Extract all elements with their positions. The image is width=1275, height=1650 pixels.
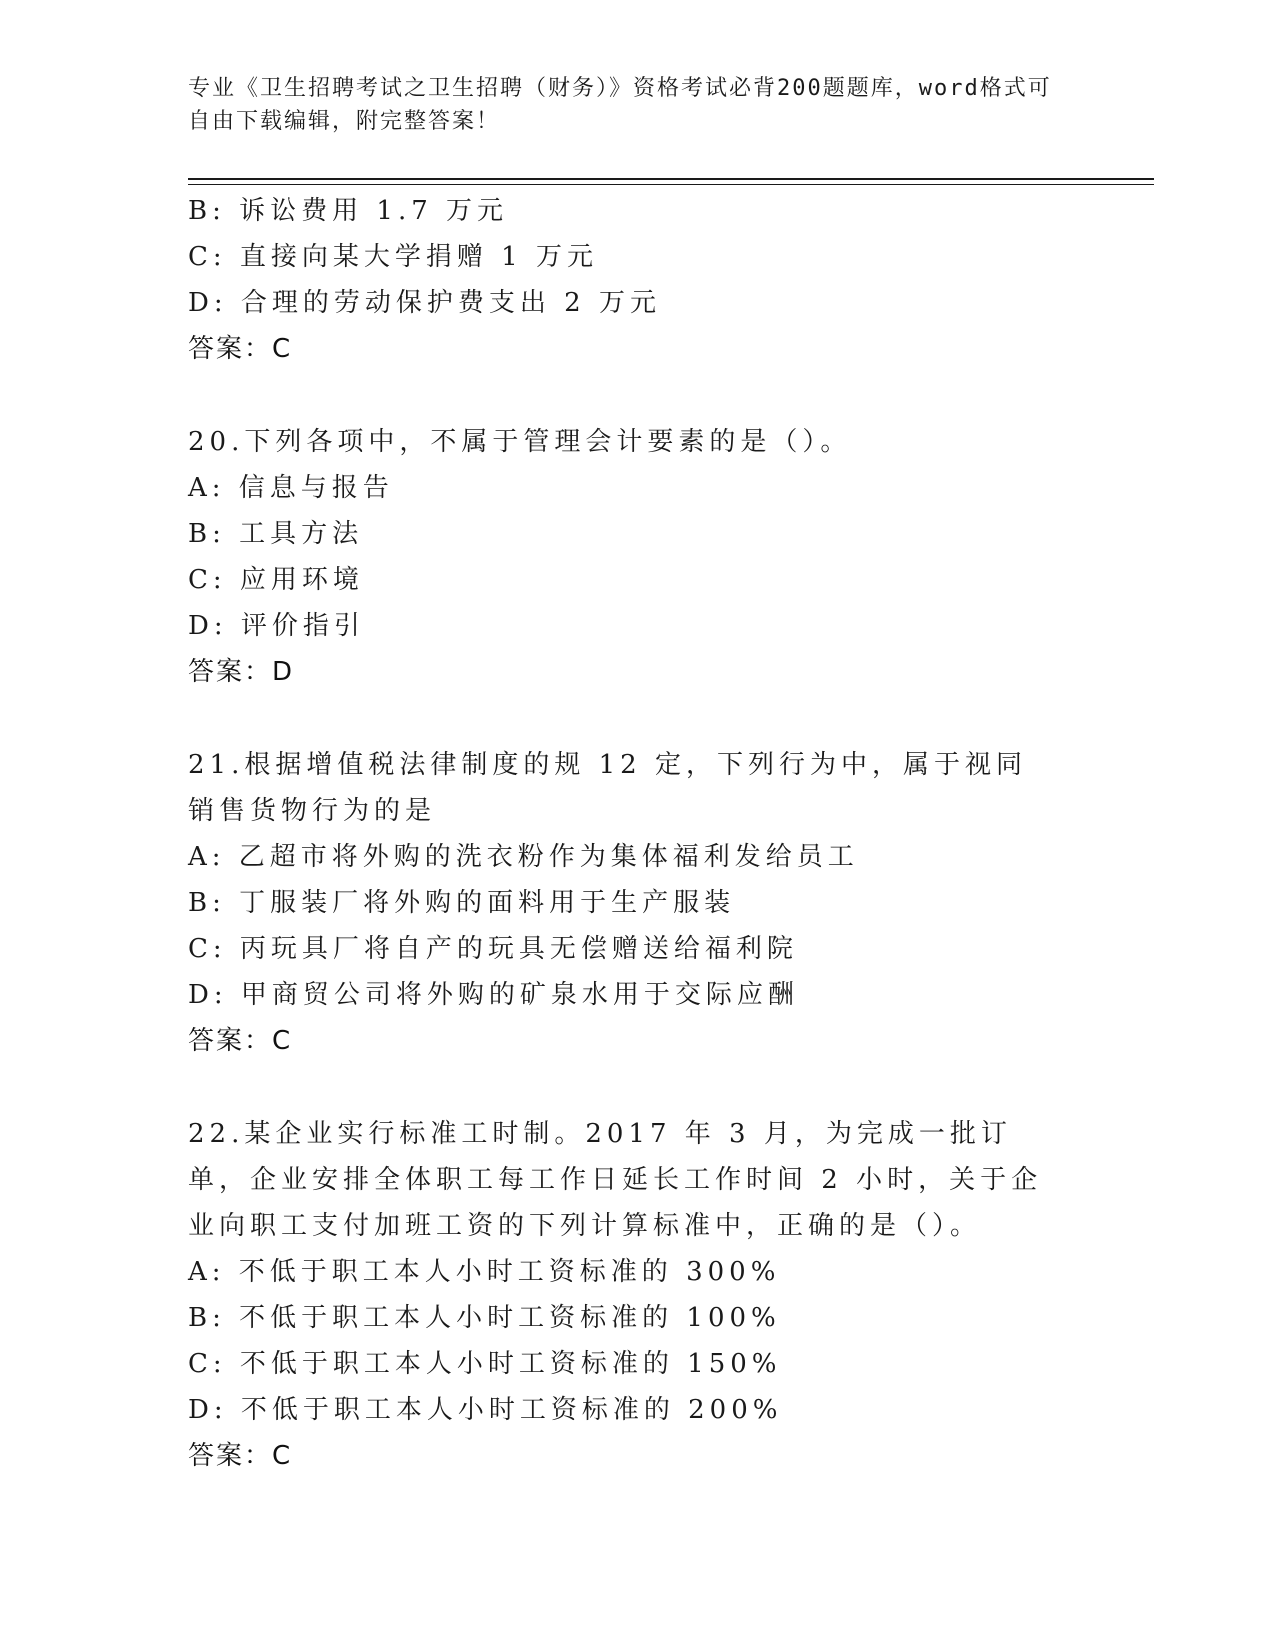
question-21 — [188, 742, 1088, 1064]
header-rule-thick — [188, 178, 1154, 180]
option-c: C: 丙玩具厂将自产的玩具无偿赠送给福利院 — [188, 934, 798, 964]
option-b: B: 不低于职工本人小时工资标准的 100% — [188, 1303, 781, 1333]
question-20 — [188, 419, 1088, 695]
question-text: 20.下列各项中，不属于管理会计要素的是（）。 — [188, 427, 852, 457]
option-a: A: 乙超市将外购的洗衣粉作为集体福利发给员工 — [188, 842, 859, 872]
question-19-carryover — [188, 188, 1088, 372]
document-header: 专业《卫生招聘考试之卫生招聘（财务）》资格考试必背200题题库，word格式可自由下载编辑，附完整答案！ — [188, 76, 1052, 134]
option-c: C: 不低于职工本人小时工资标准的 150% — [188, 1349, 782, 1379]
option-d: D: 不低于职工本人小时工资标准的 200% — [188, 1395, 783, 1425]
question-content — [188, 188, 1088, 1479]
answer: 答案：C — [188, 1026, 293, 1056]
answer: 答案：C — [188, 334, 293, 364]
option-b: B: 诉讼费用 1.7 万元 — [188, 196, 509, 226]
question-text: 22.某企业实行标准工时制。2017 年 3 月，为完成一批订单，企业安排全体职工每工作日延长工作时间 2 小时，关于企业向职工支付加班工资的下列计算标准中，正确的是（）。 — [188, 1119, 1043, 1241]
option-b: B: 丁服装厂将外购的面料用于生产服装 — [188, 888, 736, 918]
question-22 — [188, 1111, 1088, 1479]
option-a: A: 信息与报告 — [188, 473, 394, 503]
option-d: D: 甲商贸公司将外购的矿泉水用于交际应酬 — [188, 980, 799, 1010]
answer: 答案：C — [188, 1441, 293, 1471]
question-text: 21.根据增值税法律制度的规 12 定，下列行为中，属于视同销售货物行为的是 — [188, 750, 1027, 826]
option-d: D: 评价指引 — [188, 611, 365, 641]
header-rule-thin — [188, 184, 1154, 185]
option-d: D: 合理的劳动保护费支出 2 万元 — [188, 288, 661, 318]
answer: 答案：D — [188, 657, 295, 687]
option-c: C: 直接向某大学捐赠 1 万元 — [188, 242, 598, 272]
option-c: C: 应用环境 — [188, 565, 364, 595]
option-b: B: 工具方法 — [188, 519, 364, 549]
option-a: A: 不低于职工本人小时工资标准的 300% — [188, 1257, 781, 1287]
